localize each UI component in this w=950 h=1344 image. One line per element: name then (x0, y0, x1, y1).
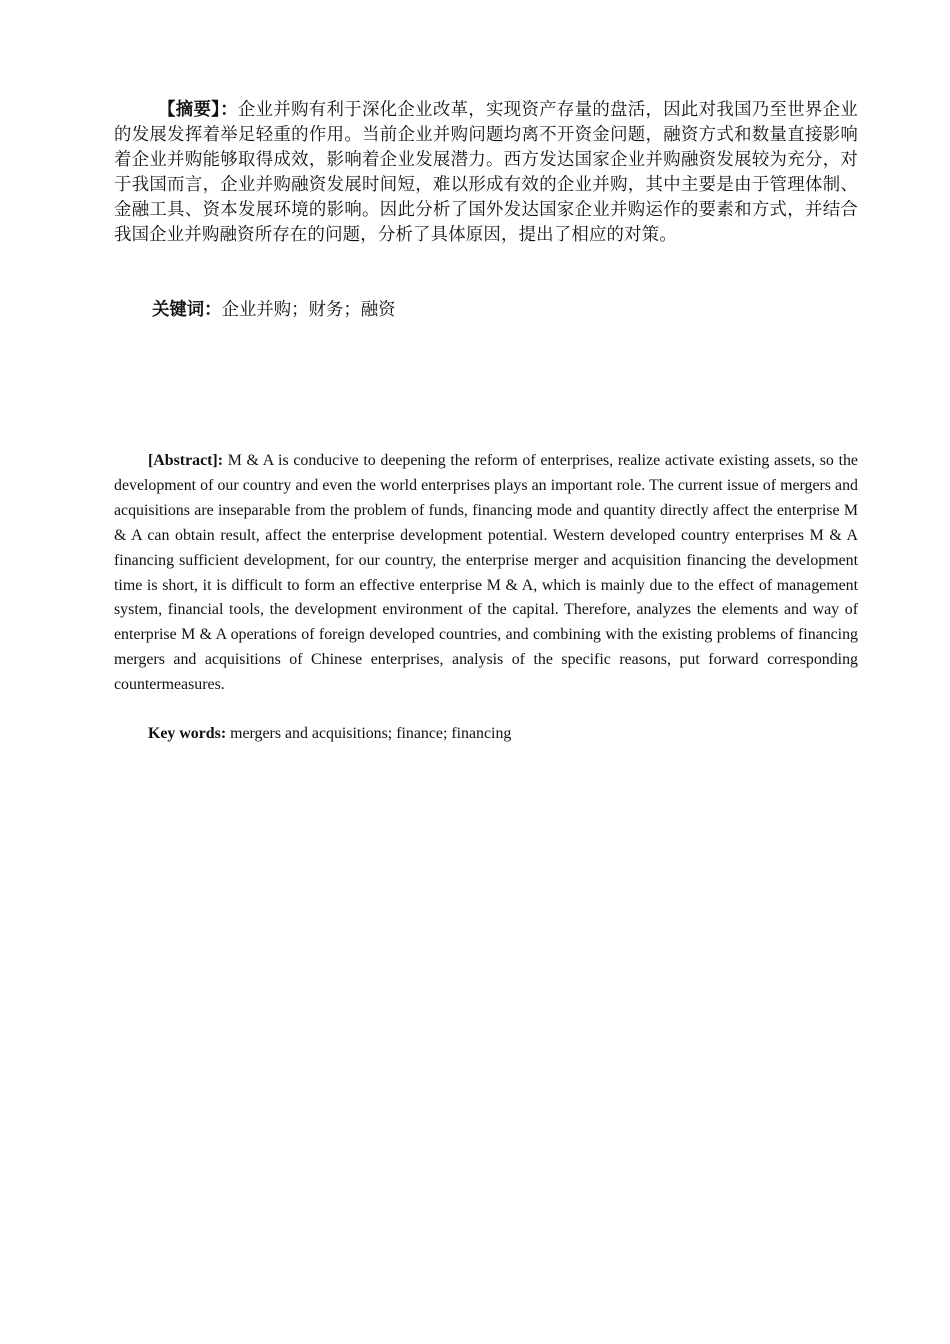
english-keywords-label: Key words: (148, 725, 227, 742)
chinese-keywords-text: 企业并购；财务；融资 (221, 300, 396, 320)
english-abstract (114, 449, 858, 698)
english-keywords (148, 722, 511, 747)
chinese-keywords (152, 298, 396, 323)
english-abstract-label: [Abstract]: (148, 452, 224, 469)
chinese-abstract (114, 98, 858, 248)
chinese-keywords-label: 关键词： (152, 300, 222, 320)
chinese-abstract-separator: ： (220, 100, 238, 120)
chinese-abstract-text: 企业并购有利于深化企业改革，实现资产存量的盘活，因此对我国乃至世界企业的发展发挥着举足轻重的作用。当前企业并购问题均离不开资金问题，融资方式和数量直接影响着企业并购能够取得成效，影响着企业发展潜力。西方发达国家企业并购融资发展较为充分，对于我国而言，企业并购融资发展时间短，难以形成有效的企业并购，其中主要是由于管理体制、金融工具、资本发展环境的影响。因此分析了国外发达国家企业并购运作的要素和方式，并结合我国企业并购融资所存在的问题，分析了具体原因，提出了相应的对策。 (114, 100, 858, 245)
english-abstract-text: M & A is conducive to deepening the reform of enterprises, realize activate existing assets, so the development of our country and even the world enterprises plays an important role. The current issue of mergers and acquisitions are inseparable from the problem of funds, financing mode and quantity directly affect the enterprise M & A can obtain result, affect the enterprise development potential. Western developed country enterprises M & A financing sufficient development, for our country, the enterprise merger and acquisition financing the development time is short, it is difficult to form an effective enterprise M & A, which is mainly due to the effect of management system, financial tools, the development environment of the capital. Therefore, analyzes the elements and way of enterprise M & A operations of foreign developed countries, and combining with the existing problems of financing mergers and acquisitions of Chinese enterprises, analysis of the specific reasons, put forward corresponding countermeasures. (114, 452, 858, 694)
english-keywords-text: mergers and acquisitions; finance; financing (230, 725, 512, 742)
chinese-abstract-label: 【摘要】 (158, 100, 221, 120)
